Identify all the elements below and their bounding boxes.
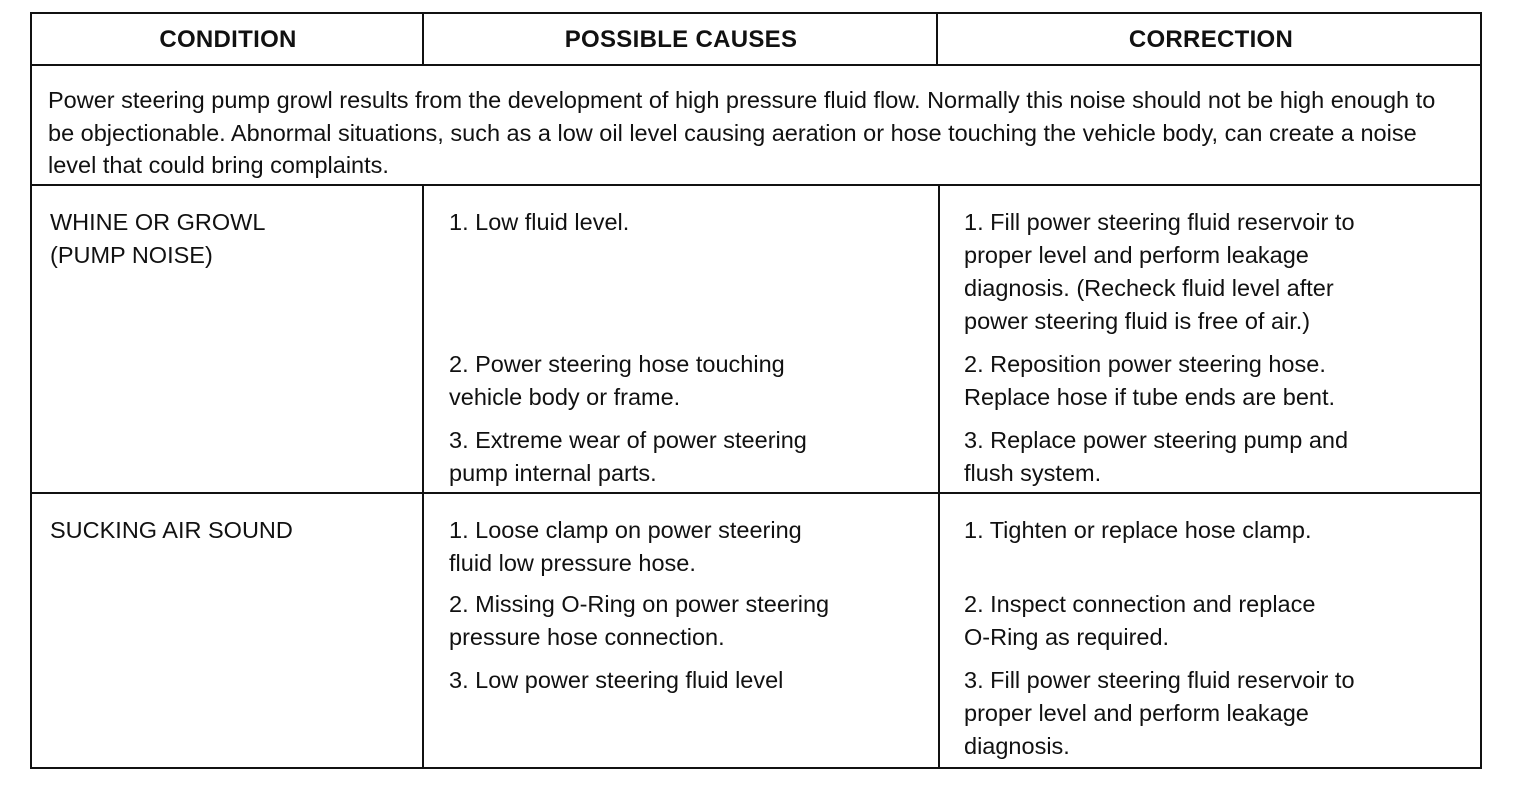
- cause-item: 2. Power steering hose touching vehicle body or frame.: [449, 351, 785, 410]
- header-divider: [422, 14, 424, 64]
- header-divider: [936, 14, 938, 64]
- correction-item: 1. Tighten or replace hose clamp.: [964, 517, 1312, 543]
- column-divider: [422, 186, 424, 769]
- column-divider: [938, 186, 940, 769]
- cause-item: 3. Low power steering fluid level: [449, 667, 784, 693]
- cause-item: 2. Missing O-Ring on power steering pressure hose connection.: [449, 591, 830, 650]
- correction-item: 2. Reposition power steering hose. Replace hose if tube ends are bent.: [964, 351, 1336, 410]
- condition-sucking-air: SUCKING AIR SOUND: [50, 517, 293, 543]
- correction-item: 3. Replace power steering pump and flush system.: [964, 427, 1349, 486]
- diagnosis-table: [30, 12, 1482, 769]
- header-row: [32, 14, 1480, 66]
- cause-item: 1. Loose clamp on power steering fluid low pressure hose.: [449, 517, 802, 576]
- cause-item: 3. Extreme wear of power steering pump internal parts.: [449, 427, 807, 486]
- correction-item: 2. Inspect connection and replace O-Ring as required.: [964, 591, 1316, 650]
- correction-item: 1. Fill power steering fluid reservoir to proper level and perform leakage diagnosis. (Recheck fluid level after power steering fluid is free of air.): [964, 209, 1355, 334]
- condition-whine-growl: WHINE OR GROWL (PUMP NOISE): [50, 209, 266, 268]
- header-possible-causes: POSSIBLE CAUSES: [564, 26, 798, 53]
- header-condition: CONDITION: [159, 26, 297, 53]
- cause-item: 1. Low fluid level.: [449, 209, 630, 235]
- correction-item: 3. Fill power steering fluid reservoir to proper level and perform leakage diagnosis.: [964, 667, 1355, 759]
- intro-paragraph: Power steering pump growl results from the development of high pressure fluid flow. Normally this noise should not be high enough to be objectionable. Abnormal situations, such as a low oil level causing aeration or hose touching the vehicle body, can create a noise level that could bring complaints.: [32, 66, 1480, 186]
- header-correction: CORRECTION: [1128, 26, 1294, 53]
- row-divider: [32, 492, 1480, 494]
